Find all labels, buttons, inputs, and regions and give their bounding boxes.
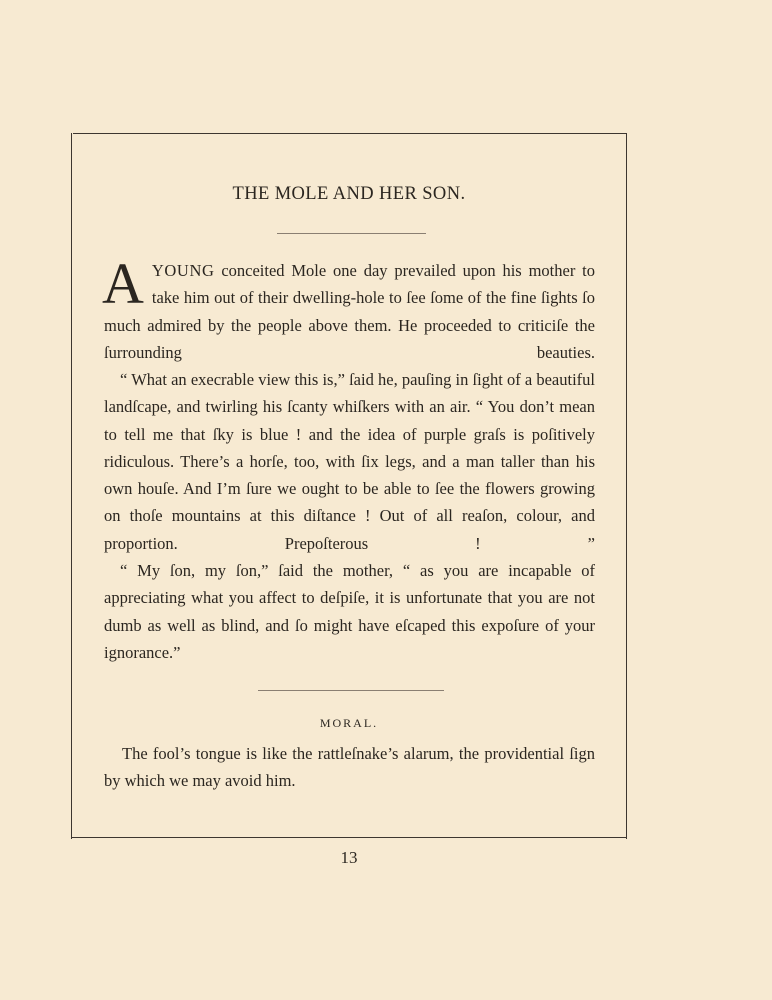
moral-text: The fool’s tongue is like the rattleſnake’s alarum, the providential ſign by which we may avoid him.: [104, 744, 595, 791]
first-word: YOUNG: [151, 261, 215, 280]
story-paragraph-3: “ My ſon, my ſon,” ſaid the mother, “ as you are incapable of appreciating what you affect to deſpiſe, it is unfortunate that you are not dumb as well as blind, and ſo might have eſcaped this expoſure of your ignorance.”: [104, 561, 595, 662]
moral-heading: MORAL.: [319, 716, 379, 730]
story-title: THE MOLE AND HER SON.: [232, 184, 466, 204]
paragraph-1-text: conceited Mole one day prevailed upon his mother to take him out of their dwelling-hole to ſee ſome of the fine ſights ſo much admired by the people above them. He proceeded to criticiſe the ſurrounding beauties.: [104, 261, 595, 362]
frame-top-rule: [73, 133, 627, 134]
page-number: 13: [340, 848, 358, 867]
title-divider: [277, 233, 426, 234]
frame-bottom-rule: [72, 837, 627, 838]
story-paragraph-2: “ What an execrable view this is,” ſaid he, pauſing in ſight of a beautiful landſcape, and twirling his ſcanty whiſkers with an air. “ You don’t mean to tell me that ſky is blue ! and the idea of purple graſs is poſitively ridiculous. There’s a horſe, too, with ſix legs, and a man taller than his own houſe. And I’m ſure we ought to be able to ſee the flowers growing on thoſe mountains at this diſtance ! Out of all reaſon, colour, and proportion. Prepoſterous ! ”: [104, 370, 595, 553]
moral-divider: [258, 690, 444, 691]
story-paragraph-1: [102, 251, 595, 366]
drop-cap: A: [102, 251, 144, 316]
